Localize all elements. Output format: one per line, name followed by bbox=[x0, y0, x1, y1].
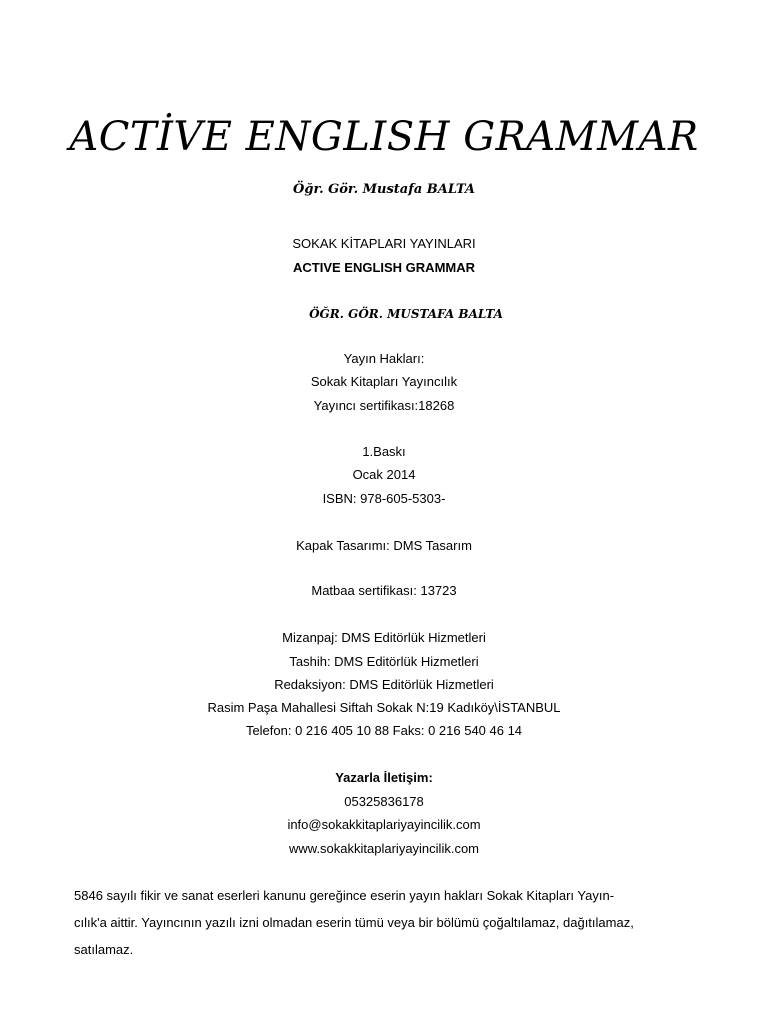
rights-label: Yayın Hakları: bbox=[343, 351, 425, 366]
contact-phone: 05325836178 bbox=[344, 794, 424, 809]
publisher-name: SOKAK KİTAPLARI YAYINLARI bbox=[292, 236, 476, 251]
copyright-notice bbox=[74, 882, 674, 963]
publisher-certificate: Yayıncı sertifikası:18268 bbox=[313, 398, 455, 413]
contact-heading: Yazarla İletişim: bbox=[335, 770, 433, 785]
proofreading-credit: Tashih: DMS Editörlük Hizmetleri bbox=[289, 654, 479, 669]
book-title-line: ACTIVE ENGLISH GRAMMAR bbox=[293, 260, 475, 275]
printing-certificate: Matbaa sertifikası: 13723 bbox=[311, 583, 457, 598]
editing-credit: Redaksiyon: DMS Editörlük Hizmetleri bbox=[274, 677, 494, 692]
book-title-heading: ACTİVE ENGLISH GRAMMAR bbox=[69, 114, 699, 160]
phone-fax-line: Telefon: 0 216 405 10 88 Faks: 0 216 540 46 14 bbox=[245, 723, 523, 738]
contact-website: www.sokakkitaplariyayincilik.com bbox=[289, 841, 479, 856]
layout-credit: Mizanpaj: DMS Editörlük Hizmetleri bbox=[282, 630, 486, 645]
copyright-notice-line: cılık'a aittir. Yayıncının yazılı izni olmadan eserin tümü veya bir bölümü çoğaltılamaz, dağıtılamaz, bbox=[74, 915, 634, 930]
edition-date: Ocak 2014 bbox=[352, 467, 416, 482]
publisher-address: Rasim Paşa Mahallesi Siftah Sokak N:19 Kadıköy\İSTANBUL bbox=[207, 700, 561, 715]
author-name-uppercase: ÖĞR. GÖR. MUSTAFA BALTA bbox=[309, 307, 503, 321]
edition-number: 1.Baskı bbox=[362, 444, 406, 459]
contact-email: info@sokakkitaplariyayincilik.com bbox=[287, 817, 481, 832]
author-name-italic: Öğr. Gör. Mustafa BALTA bbox=[293, 182, 475, 197]
copyright-notice-line: satılamaz. bbox=[74, 942, 134, 957]
rights-holder: Sokak Kitapları Yayıncılık bbox=[310, 374, 458, 389]
cover-design-credit: Kapak Tasarımı: DMS Tasarım bbox=[296, 538, 472, 553]
isbn: ISBN: 978-605-5303- bbox=[322, 491, 446, 506]
copyright-notice-line: 5846 sayılı fikir ve sanat eserleri kanunu gereğince eserin yayın hakları Sokak Kitapları Yayın- bbox=[74, 888, 615, 903]
